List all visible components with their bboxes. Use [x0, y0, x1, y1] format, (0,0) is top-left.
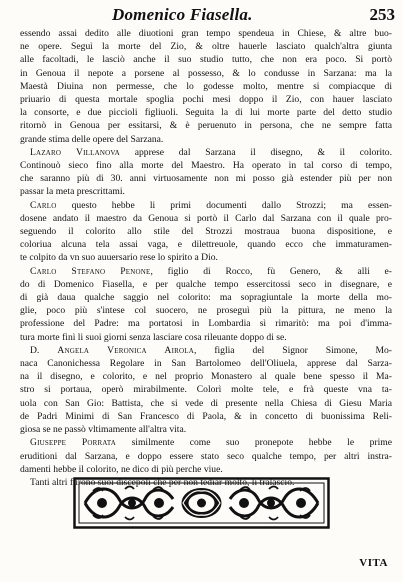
line-text: professione del Padre: ma portatosi in Lombardia sì rimaritò: ma poi d'imma-: [20, 318, 392, 330]
text-line: [20, 331, 392, 344]
artist-name: Lazaro Villanova: [30, 146, 120, 158]
text-line: [20, 225, 392, 238]
line-text: la consorte, e due piccioli figliuoli. Seguita la di lui morte parte del detto studio: [20, 107, 392, 119]
text-line: [20, 450, 392, 463]
text-line: [20, 383, 392, 396]
text-line: [20, 397, 392, 410]
line-text: Continouò sieco fino alla morte del Maestro. Ha operato in tal corso di tempo,: [20, 160, 392, 172]
line-text: alle facoltadi, le lasciò anche il suo studio tutto, che non era poco. Si portò: [20, 54, 392, 66]
line-text: ne opere. Seguì la morte del Zio, & oltre hauerle lasciato qualch'altra giunta: [20, 41, 392, 53]
text-line: [20, 159, 392, 172]
line-text: glie, poco più s'intese col suocero, ne proseguì più la pittura, ne meno la: [20, 305, 392, 317]
line-text: questo hebbe li primi documenti dallo Strozzi; ma essen-: [56, 199, 392, 211]
line-text: te colpito da vn suo auuersario rese lo spirito a Dio.: [20, 252, 218, 264]
line-text: de Padri Minimi di San Francesco di Paola, & in concetto di buonissima Reli-: [20, 410, 392, 422]
text-line: [20, 436, 392, 449]
text-line: [20, 265, 392, 278]
text-line: [20, 133, 392, 146]
text-line: [20, 106, 392, 119]
line-text: passar la meta prescrittami.: [20, 186, 125, 198]
page-number: 253: [369, 5, 395, 24]
body-text: [20, 27, 392, 489]
line-text: di già daua qualche saggio nel colorito: ma sopragiuntale la morte della mo-: [20, 292, 392, 304]
line-text: grande stima delle opere del Sarzana.: [20, 133, 164, 145]
line-text: eruditioni dal Sarzana, e doppo essere stato seco qualche tempo, per altri instra-: [20, 450, 392, 462]
line-text: na il disegno, e colorito, e nel proprio Monastero al quale bene spesso il Ma-: [20, 371, 392, 383]
artist-name: Angela Veronica Airola: [57, 344, 194, 356]
running-head: [0, 5, 403, 27]
text-line: [20, 423, 392, 436]
line-text: che saranno più di 30. anni virtuosamente non mi posso già estender più per non: [20, 173, 392, 185]
line-prefix: D.: [30, 344, 58, 356]
text-line: [20, 278, 392, 291]
text-line: [20, 357, 392, 370]
line-text: giosa se ne passò vltimamente all'altra vita.: [20, 424, 187, 436]
text-line: [20, 344, 392, 357]
text-line: [20, 212, 392, 225]
text-line: [20, 67, 392, 80]
line-text: stro si portaua, operò mirabilmente. Colorì molte tele, e frà queste vna ta-: [20, 384, 392, 396]
line-text: in Genoua il nepote a porsene al possesso, & lo condusse in Sarzana: ma la: [20, 67, 392, 79]
text-line: [20, 410, 392, 423]
text-line: [20, 304, 392, 317]
text-line: [20, 146, 392, 159]
line-text: ritornò in Genoua per essitarsi, & è peruenuto in persona, che ne sempre fatta: [20, 120, 392, 132]
line-text: uola con San Gio: Battista, che si vede di presente nella Chiesa di Giesu Maria: [20, 397, 392, 409]
line-text: similmente come suo pronepote hebbe le prime: [116, 437, 392, 449]
line-text: tura morte finì li suoi giorni senza lasciare cosa rileuante doppo di se.: [20, 331, 287, 343]
line-text: do di Domenico Fiasella, e per qualche tempo essercitossi seco in disegnare, e: [20, 278, 392, 290]
running-title: Domenico Fiasella.: [112, 5, 253, 24]
text-line: [20, 185, 392, 198]
text-line: [20, 199, 392, 212]
line-text: apprese dal Sarzana il disegno, & il colorito.: [119, 146, 392, 158]
text-line: [20, 53, 392, 66]
line-text: naca Canonichessa Regolare in San Bartolomeo dell'Oliuela, apprese dal Sarza-: [20, 358, 392, 370]
text-line: [20, 80, 392, 93]
line-text: seguendo il colorito allo stile del Strozzi mostraua buona dispositione, e: [20, 226, 392, 238]
line-text: , figlia del Signor Simone, Mo-: [193, 344, 392, 356]
text-line: [20, 27, 392, 40]
text-line: [20, 172, 392, 185]
line-text: Tanti altri furono suoi discepoli che per non tediar molto, li tralascio.: [30, 476, 295, 488]
line-text: damenti hebbe il colorito, ne dico di più perche viue.: [20, 463, 223, 475]
text-line: [20, 370, 392, 383]
text-line: [20, 291, 392, 304]
line-text: Maestà Diuina non permesse, che lo godesse molto, mentre si compiacque di: [20, 80, 392, 92]
line-text: , figlio di Rocco, fù Genero, & alli e-: [150, 265, 392, 277]
line-text: dosene andato il maestro da Genoua si portò il Carlo dal Sarzana con il quale pro-: [20, 212, 392, 224]
artist-name: Giuseppe Porrata: [30, 437, 117, 449]
text-line: [20, 119, 392, 132]
text-line: [20, 40, 392, 53]
text-line: [20, 93, 392, 106]
artist-name: Carlo Stefano Penone: [30, 265, 151, 277]
catchword: VITA: [359, 557, 388, 569]
line-text: coloriua alcuna tela assai vaga, e dilettreuole, quando ecco che immaturamen-: [20, 239, 392, 251]
line-text: essendo assai dedito alle diuotioni gran tempo spendeua in Chiese, & altre buo-: [20, 28, 392, 39]
text-line: [20, 317, 392, 330]
text-line: [20, 238, 392, 251]
text-line: [20, 251, 392, 264]
text-line: [20, 463, 392, 476]
artist-name: Carlo: [30, 199, 57, 211]
line-text: priuario di questa mortale spoglia pochi mesi doppo il Zio, con hauer lasciato: [20, 94, 392, 106]
floral-scroll-ornament-icon: [73, 477, 330, 529]
